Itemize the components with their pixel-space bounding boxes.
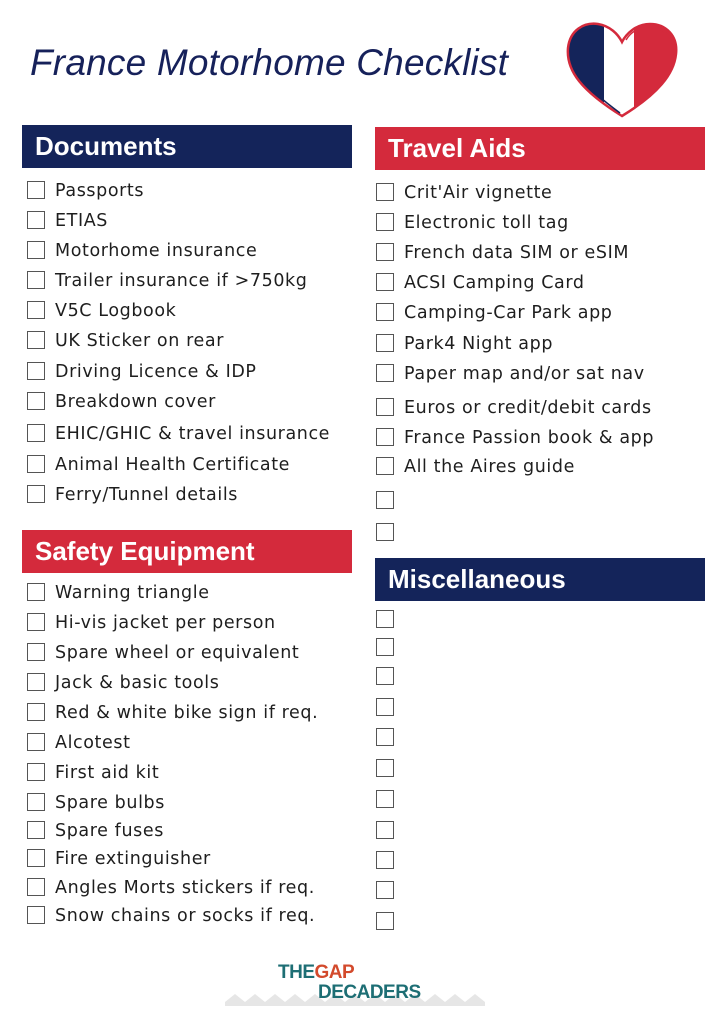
checklist-item-label: Spare bulbs — [55, 793, 165, 813]
checklist-item-label: Angles Morts stickers if req. — [55, 878, 315, 898]
checklist-item-label: Spare wheel or equivalent — [55, 643, 300, 663]
checkbox[interactable] — [376, 428, 394, 446]
checklist-item-label: Hi-vis jacket per person — [55, 613, 276, 633]
checkbox[interactable] — [27, 763, 45, 781]
checklist-item-label: Camping-Car Park app — [404, 303, 613, 323]
checklist-item-label: Red & white bike sign if req. — [55, 703, 319, 723]
checkbox[interactable] — [27, 424, 45, 442]
checkbox[interactable] — [27, 241, 45, 259]
miscellaneous-heading: Miscellaneous — [375, 558, 705, 601]
checklist-item-label: Park4 Night app — [404, 334, 554, 354]
checkbox[interactable] — [27, 906, 45, 924]
checkbox[interactable] — [27, 673, 45, 691]
checklist-item-label: Fire extinguisher — [55, 849, 211, 869]
checkbox[interactable] — [376, 759, 394, 777]
checkbox[interactable] — [27, 583, 45, 601]
checkbox[interactable] — [27, 793, 45, 811]
checklist-item-label: Snow chains or socks if req. — [55, 906, 316, 926]
checkbox[interactable] — [376, 213, 394, 231]
checklist-item-label: Motorhome insurance — [55, 241, 258, 261]
checklist-item-label: V5C Logbook — [55, 301, 177, 321]
checkbox[interactable] — [376, 790, 394, 808]
checklist-item-label: Crit'Air vignette — [404, 183, 553, 203]
checklist-item-label: ACSI Camping Card — [404, 273, 585, 293]
checkbox[interactable] — [27, 271, 45, 289]
checkbox[interactable] — [27, 455, 45, 473]
checklist-item-label: EHIC/GHIC & travel insurance — [55, 424, 331, 444]
checklist-item-label: Paper map and/or sat nav — [404, 364, 645, 384]
checkbox[interactable] — [376, 491, 394, 509]
checkbox[interactable] — [376, 851, 394, 869]
checkbox[interactable] — [376, 457, 394, 475]
checkbox[interactable] — [376, 821, 394, 839]
checklist-item-label: Breakdown cover — [55, 392, 216, 412]
checkbox[interactable] — [376, 912, 394, 930]
checklist-item-label: Alcotest — [55, 733, 131, 753]
checkbox[interactable] — [27, 703, 45, 721]
checkbox[interactable] — [376, 638, 394, 656]
checkbox[interactable] — [376, 667, 394, 685]
checkbox[interactable] — [27, 613, 45, 631]
checkbox[interactable] — [27, 643, 45, 661]
checkbox[interactable] — [27, 733, 45, 751]
checklist-item-label: UK Sticker on rear — [55, 331, 224, 351]
checkbox[interactable] — [27, 821, 45, 839]
checklist-item-label: All the Aires guide — [404, 457, 575, 477]
checkbox[interactable] — [376, 610, 394, 628]
checklist-item-label: Trailer insurance if >750kg — [55, 271, 308, 291]
checkbox[interactable] — [376, 698, 394, 716]
page-title: France Motorhome Checklist — [30, 42, 509, 83]
checkbox[interactable] — [376, 183, 394, 201]
checkbox[interactable] — [376, 881, 394, 899]
checklist-item-label: Warning triangle — [55, 583, 210, 603]
checklist-item-label: Jack & basic tools — [55, 673, 220, 693]
checkbox[interactable] — [27, 211, 45, 229]
checkbox[interactable] — [27, 362, 45, 380]
france-heart-icon — [562, 16, 682, 122]
checklist-item-label: French data SIM or eSIM — [404, 243, 630, 263]
documents-heading: Documents — [22, 125, 352, 168]
checklist-item-label: ETIAS — [55, 211, 108, 231]
checklist-item-label: France Passion book & app — [404, 428, 655, 448]
checkbox[interactable] — [376, 273, 394, 291]
checklist-item-label: Passports — [55, 181, 145, 201]
checklist-item-label: Spare fuses — [55, 821, 164, 841]
checklist-item-label: Euros or credit/debit cards — [404, 398, 652, 418]
checkbox[interactable] — [27, 485, 45, 503]
checkbox[interactable] — [376, 523, 394, 541]
checklist-item-label: First aid kit — [55, 763, 160, 783]
checkbox[interactable] — [27, 181, 45, 199]
checkbox[interactable] — [27, 331, 45, 349]
checkbox[interactable] — [376, 334, 394, 352]
checklist-item-label: Animal Health Certificate — [55, 455, 291, 475]
travel-aids-heading: Travel Aids — [375, 127, 705, 170]
checkbox[interactable] — [376, 364, 394, 382]
safety-equipment-heading: Safety Equipment — [22, 530, 352, 573]
checkbox[interactable] — [27, 849, 45, 867]
checkbox[interactable] — [27, 392, 45, 410]
checkbox[interactable] — [27, 878, 45, 896]
checkbox[interactable] — [376, 303, 394, 321]
checkbox[interactable] — [376, 243, 394, 261]
checklist-item-label: Ferry/Tunnel details — [55, 485, 239, 505]
the-gap-decaders-logo: THEGAP DECADERS — [278, 962, 421, 1003]
checklist-item-label: Driving Licence & IDP — [55, 362, 257, 382]
checkbox[interactable] — [376, 398, 394, 416]
checkbox[interactable] — [376, 728, 394, 746]
checkbox[interactable] — [27, 301, 45, 319]
checklist-item-label: Electronic toll tag — [404, 213, 569, 233]
